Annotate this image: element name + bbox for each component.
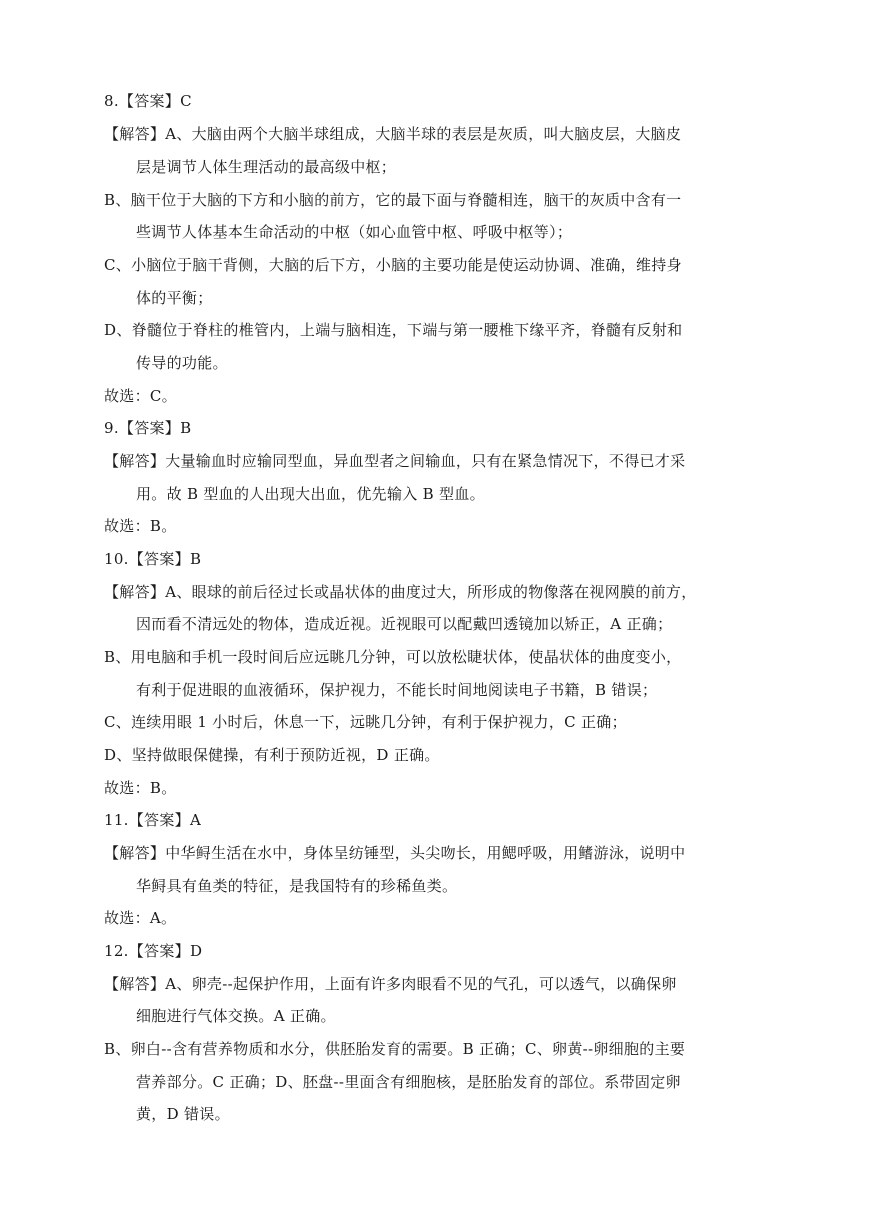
explanation-line: 传导的功能。	[136, 354, 228, 372]
explanation-line: C、连续用眼 1 小时后，休息一下，远眺几分钟，有利于保护视力，C 正确；	[104, 713, 627, 731]
explanation-line: B、用电脑和手机一段时间后应远眺几分钟，可以放松睫状体，使晶状体的曲度变小，	[104, 648, 682, 666]
explanation-line: 细胞进行气体交换。A 正确。	[136, 1007, 336, 1025]
answer-heading-10: 10.【答案】B	[104, 550, 202, 568]
explanation-line: 因而看不清远处的物体，造成近视。近视眼可以配戴凹透镜加以矫正，A 正确；	[136, 615, 673, 633]
conclusion-line: 故选：B。	[104, 779, 177, 797]
answer-heading-11: 11.【答案】A	[104, 811, 202, 829]
conclusion-line: 故选：C。	[104, 387, 177, 405]
explanation-line: B、脑干位于大脑的下方和小脑的前方，它的最下面与脊髓相连，脑干的灰质中含有一	[104, 191, 682, 209]
explanation-line: 【解答】A、大脑由两个大脑半球组成，大脑半球的表层是灰质，叫大脑皮层，大脑皮	[104, 125, 682, 143]
explanation-line: 华鲟具有鱼类的特征，是我国特有的珍稀鱼类。	[136, 877, 458, 895]
explanation-line: D、脊髓位于脊柱的椎管内，上端与脑相连，下端与第一腰椎下缘平齐，脊髓有反射和	[104, 321, 683, 339]
explanation-line: 【解答】A、眼球的前后径过长或晶状体的曲度过大，所形成的物像落在视网膜的前方，	[104, 583, 697, 601]
explanation-line: 【解答】A、卵壳--起保护作用，上面有许多肉眼看不见的气孔，可以透气，以确保卵	[104, 975, 677, 993]
explanation-line: 【解答】大量输血时应输同型血，异血型者之间输血，只有在紧急情况下，不得已才采	[104, 452, 686, 470]
explanation-line: B、卵白--含有营养物质和水分，供胚胎发育的需要。B 正确；C、卵黄--卵细胞的主要	[104, 1040, 686, 1058]
explanation-line: 【解答】中华鲟生活在水中，身体呈纺锤型，头尖吻长，用鳃呼吸，用鳍游泳，说明中	[104, 844, 686, 862]
explanation-line: 层是调节人体生理活动的最高级中枢；	[136, 158, 397, 176]
explanation-line: C、小脑位于脑干背侧，大脑的后下方，小脑的主要功能是使运动协调、准确，维持身	[104, 256, 682, 274]
explanation-line: 有利于促进眼的血液循环，保护视力，不能长时间地阅读电子书籍，B 错误；	[136, 681, 658, 699]
conclusion-line: 故选：B。	[104, 517, 177, 535]
answer-heading-12: 12.【答案】D	[104, 942, 203, 960]
explanation-line: 体的平衡；	[136, 289, 213, 307]
conclusion-line: 故选：A。	[104, 909, 177, 927]
explanation-line: 些调节人体基本生命活动的中枢（如心血管中枢、呼吸中枢等）；	[136, 223, 573, 241]
explanation-line: 营养部分。C 正确；D、胚盘--里面含有细胞核，是胚胎发育的部位。系带固定卵	[136, 1073, 681, 1091]
explanation-line: 黄，D 错误。	[136, 1105, 230, 1123]
explanation-line: 用。故 B 型血的人出现大出血，优先输入 B 型血。	[136, 485, 485, 503]
answer-heading-9: 9.【答案】B	[104, 419, 192, 437]
explanation-line: D、坚持做眼保健操，有利于预防近视，D 正确。	[104, 746, 440, 764]
answer-heading-8: 8.【答案】C	[104, 92, 192, 110]
